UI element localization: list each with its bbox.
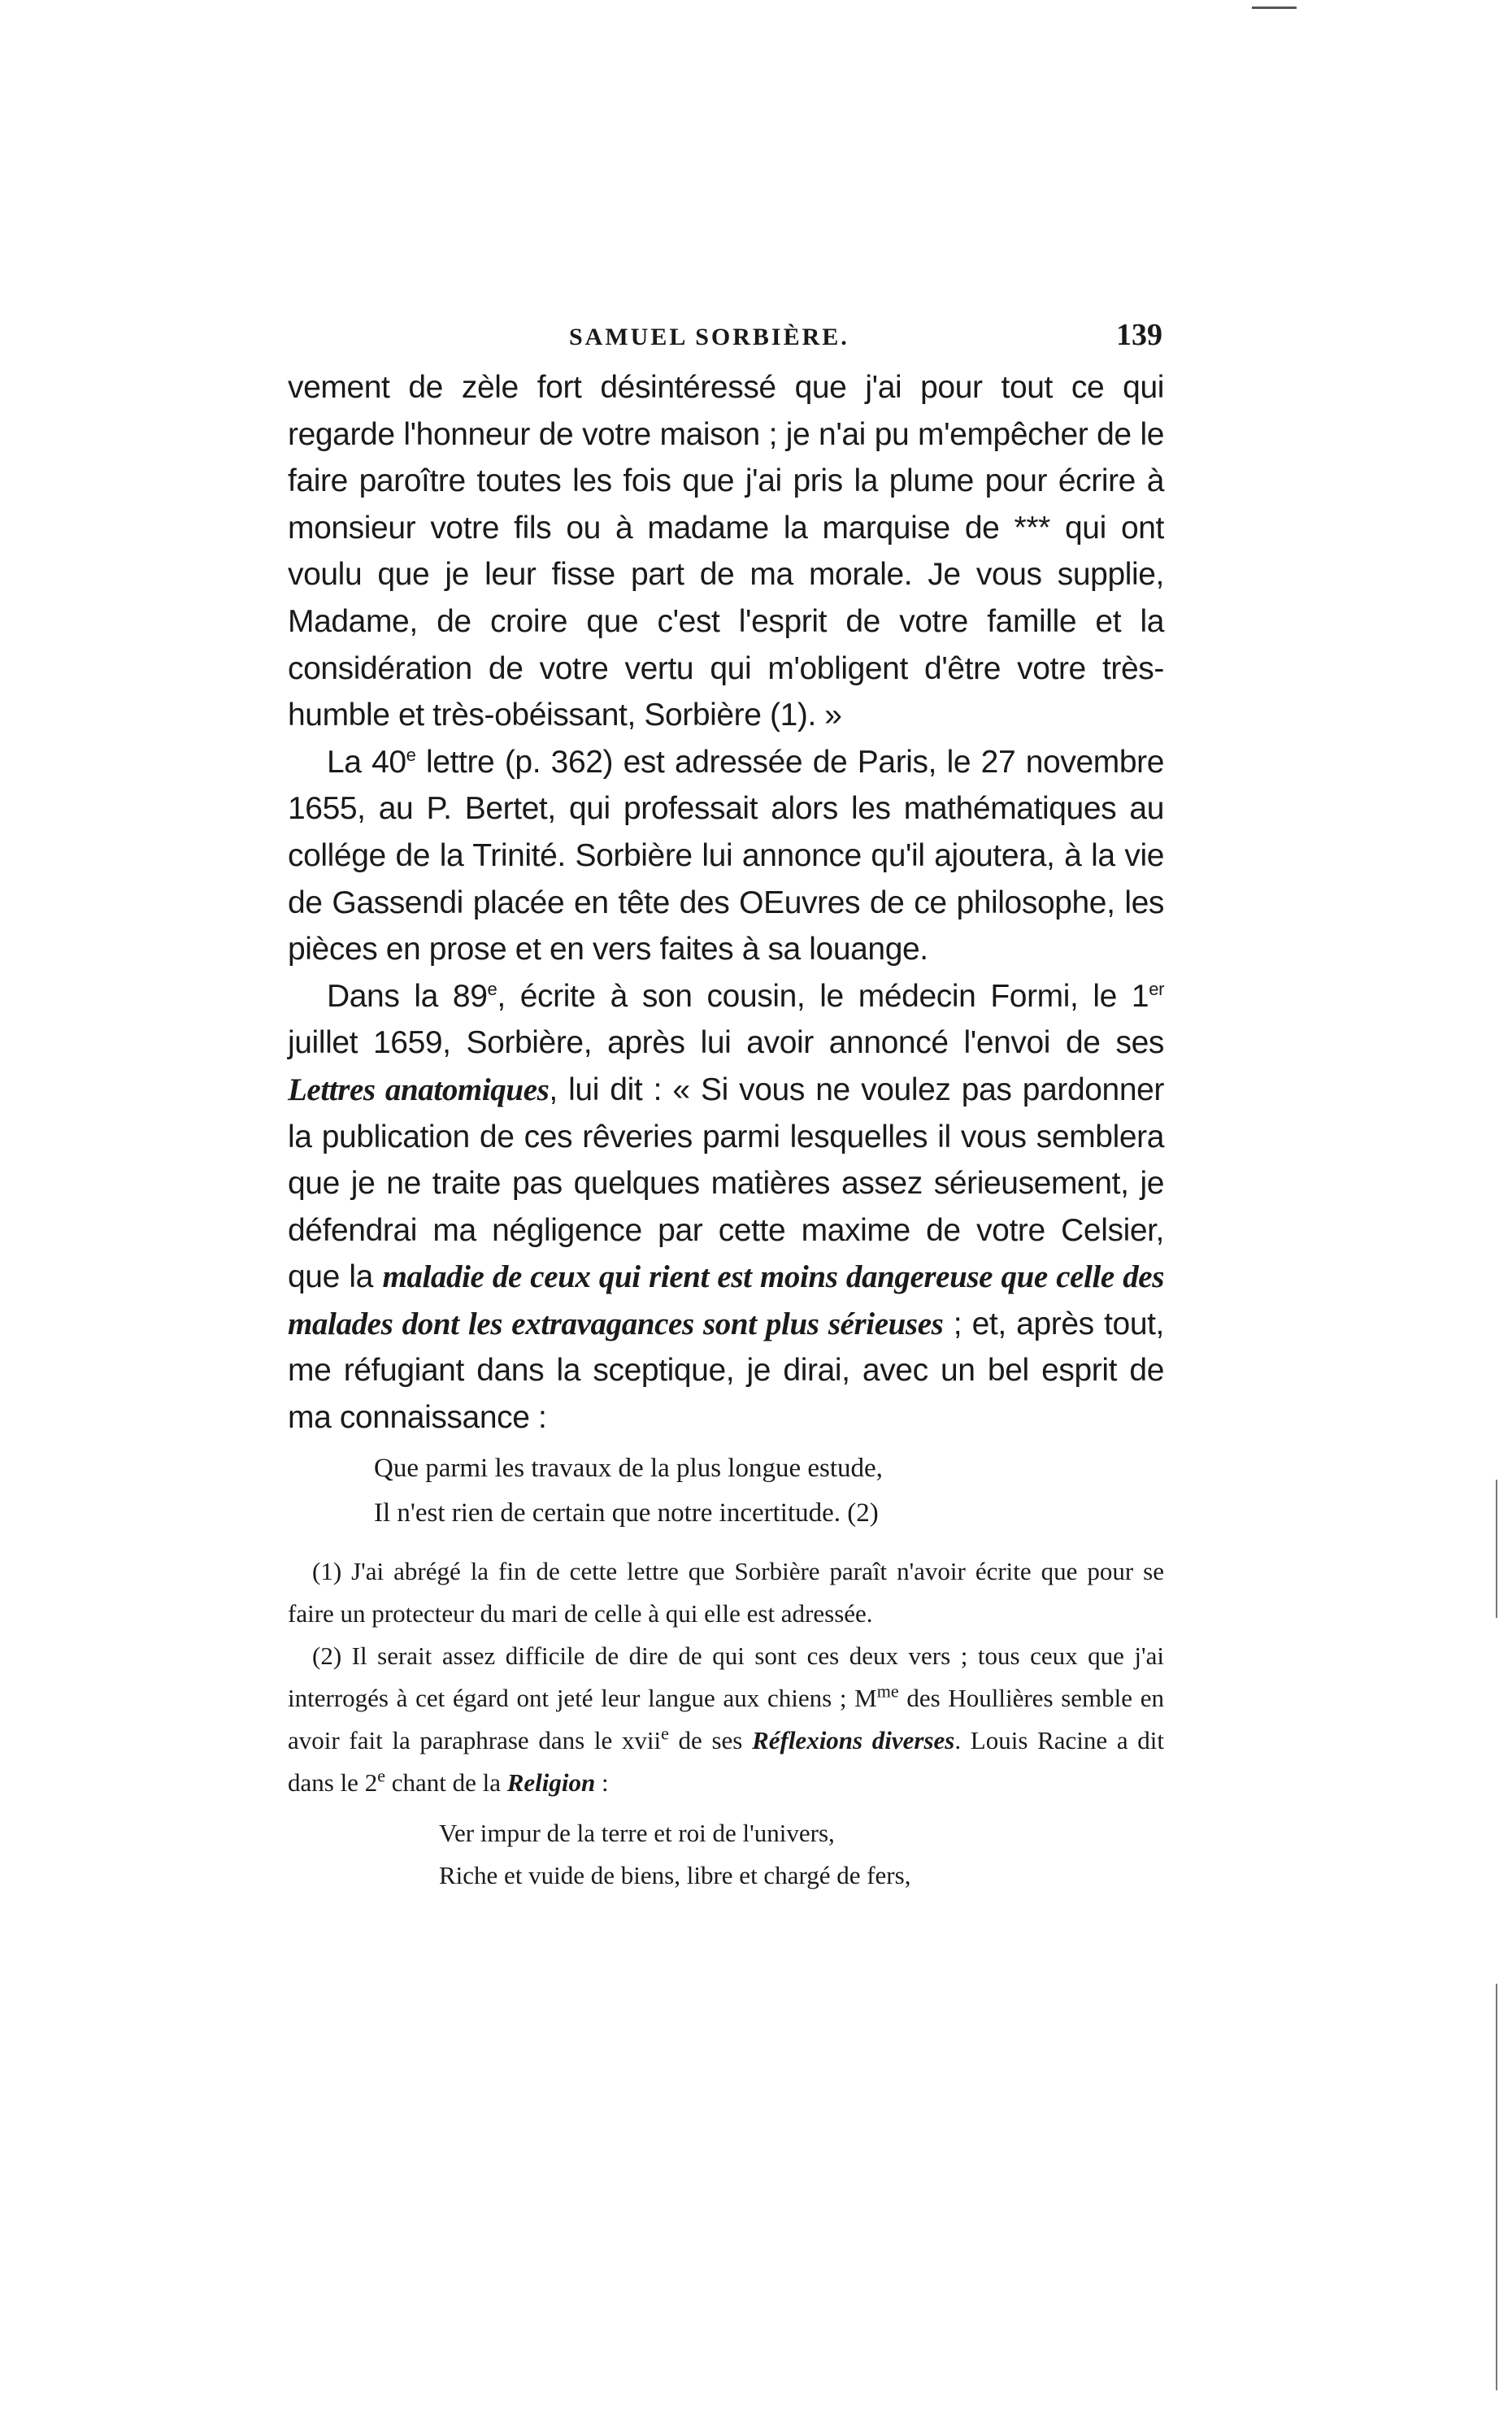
scan-edge-mark: [1496, 1984, 1497, 2390]
main-text: [288, 364, 1164, 1897]
page-number: 139: [1116, 318, 1162, 352]
verse-line: Riche et vuide de biens, libre et chargé de fers,: [439, 1860, 911, 1889]
page-header: [569, 317, 1162, 358]
verse-quotation: [288, 1446, 1164, 1536]
scan-edge-mark: [1496, 1480, 1497, 1618]
verse-line: Que parmi les travaux de la plus longue estude,: [374, 1453, 883, 1483]
footnote-verse: [288, 1812, 1164, 1897]
verse-line: Ver impur de la terre et roi de l'univers,: [439, 1818, 835, 1847]
paragraph: vement de zèle fort désintéressé que j'ai pour tout ce qui regarde l'honneur de votre maison ; je n'ai pu m'empêcher de le faire paroître toutes les fois que j'ai pris la plume pour écrire à monsieur votre fils ou à madame la marquise de *** qui ont voulu que je leur fisse part de ma morale. Je vous supplie, Madame, de croire que c'est l'esprit de votre famille et la considération de votre vertu qui m'obligent d'être votre très-humble et très-obéissant, Sorbière (1). »: [288, 370, 1164, 733]
scan-edge-mark: [1252, 7, 1297, 9]
paragraph: Dans la 89e, écrite à son cousin, le médecin Formi, le 1er juillet 1659, Sorbière, après lui avoir annoncé l'envoi de ses Lettres anatomiques, lui dit : « Si vous ne voulez pas pardonner la publication de ces rêveries parmi lesquelles il vous semblera que je ne traite pas quelques matières assez sérieusement, je défendrai ma négligence par cette maxime de votre Celsier, que la maladie de ceux qui rient est moins dangereuse que celle des malades dont les extravagances sont plus sérieuses ; et, après tout, me réfugiant dans la sceptique, je dirai, avec un bel esprit de ma connaissance :: [288, 978, 1165, 1436]
footnotes: [288, 1550, 1164, 1897]
verse-line: Il n'est rien de certain que notre incertitude. (2): [374, 1498, 879, 1528]
running-head: SAMUEL SORBIÈRE.: [569, 324, 849, 350]
footnote: (1) J'ai abrégé la fin de cette lettre que Sorbière paraît n'avoir écrite que pour se faire un protecteur du mari de celle à qui elle est adressée.: [288, 1556, 1164, 1628]
paragraph: La 40e lettre (p. 362) est adressée de Paris, le 27 novembre 1655, au P. Bertet, qui professait alors les mathématiques au collége de la Trinité. Sorbière lui annonce qu'il ajoutera, à la vie de Gassendi placée en tête des OEuvres de ce philosophe, les pièces en prose et en vers faites à sa louange.: [288, 744, 1164, 967]
footnote: (2) Il serait assez difficile de dire de qui sont ces deux vers ; tous ceux que j'ai interrogés à cet égard ont jeté leur langue aux chiens ; $M^{me}$ des Houllières semble en avoir fait la paraphrase dans le xvii$^e$ de ses Réflexions diverses. Louis Racine a dit dans le 2e chant de la Religion :: [288, 1641, 1164, 1797]
